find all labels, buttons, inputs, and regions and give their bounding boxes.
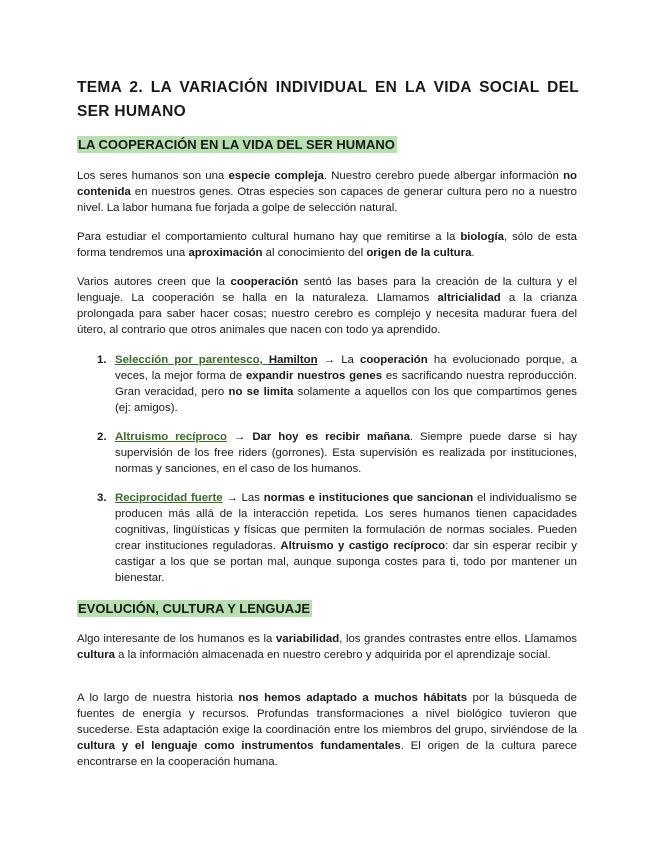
paragraph-4: Algo interesante de los humanos es la variabilidad, los grandes contrastes entre ellos. Llamamos cultura a la información almacenada en nuestro cerebro y adquirida por el aprendizaje social. [77, 633, 577, 662]
author-name: Hamilton [268, 354, 318, 366]
paragraph-1: Los seres humanos son una especie compleja. Nuestro cerebro puede albergar información no contenida en nuestros genes. Otras especies son capaces de generar cultura pero no a nuestro nivel. La labor humana fue forjada a golpe de selección natural. [77, 170, 577, 215]
list-item-body: Selección por parentesco, Hamilton → La cooperación ha evolucionado porque, a veces, la mejor forma de expandir nuestros genes es sacrificando nuestra reproducción. Gran veracidad, pero no se limita solamente a aquellos con los que compartimos genes (ej: amigos). [115, 354, 577, 415]
term-link: Altruismo recíproco [115, 431, 228, 443]
section-heading-text: EVOLUCIÓN, CULTURA Y LENGUAJE [78, 601, 311, 616]
list-number: 3. [97, 492, 107, 504]
list-item-altruismo-reciproco [97, 429, 577, 477]
paragraph-2: Para estudiar el comportamiento cultural humano hay que remitirse a la biología, sólo de esta forma tendremos una aproximación al conocimiento del origen de la cultura. [77, 231, 577, 260]
page-title: TEMA 2. LA VARIACIÓN INDIVIDUAL EN LA VIDA SOCIAL DEL SER HUMANO [77, 79, 579, 120]
paragraph-5: A lo largo de nuestra historia nos hemos adaptado a muchos hábitats por la búsqueda de fuentes de energía y recursos. Profundas transformaciones a nivel biológico tuvieron que sucederse. Esta adaptación exige la coordinación entre los miembros del grupo, sirviéndose de la cultura y el lenguaje como instrumentos fundamentales. El origen de la cultura parece encontrarse en la cooperación humana. [77, 692, 578, 769]
list-item-seleccion-parentesco [97, 352, 577, 416]
list-item-body: Reciprocidad fuerte → Las normas e instituciones que sancionan el individualismo se producen más allá de la interacción repetida. Los seres humanos tienen capacidades cognitivas, lingüísticas y físicas que permiten la formulación de normas sociales. Pueden crear instituciones reguladoras. Altruismo y castigo recíproco: dar sin esperar recibir y castigar a los que se portan mal, aunque suponga costes para ti, todo por mantener un bienestar. [115, 492, 578, 585]
section-heading-cooperacion [77, 136, 397, 153]
list-item-body: Altruismo recíproco → Dar hoy es recibir mañana. Siempre puede darse si hay supervisión de los free riders (gorrones). Esta supervisión es realizada por instituciones, normas y sanciones, en el caso de los humanos. [115, 431, 578, 476]
list-number: 1. [97, 354, 107, 366]
term-link: Reciprocidad fuerte [115, 492, 223, 504]
list-item-reciprocidad-fuerte [97, 490, 577, 587]
paragraph-3: Varios autores creen que la cooperación sentó las bases para la creación de la cultura y el lenguaje. La cooperación se halla en la naturaleza. Llamamos altricialidad a la crianza prolongada para saber hacer cosas; nuestro cerebro es complejo y necesita madurar fuera del útero, al contrario que otros animales que nacen con todo ya aprendido. [77, 276, 577, 337]
list-number: 2. [97, 431, 107, 443]
section-heading-evolucion [77, 600, 312, 617]
section-heading-text: LA COOPERACIÓN EN LA VIDA DEL SER HUMANO [78, 137, 395, 152]
term-link: Selección por parentesco [115, 354, 260, 366]
